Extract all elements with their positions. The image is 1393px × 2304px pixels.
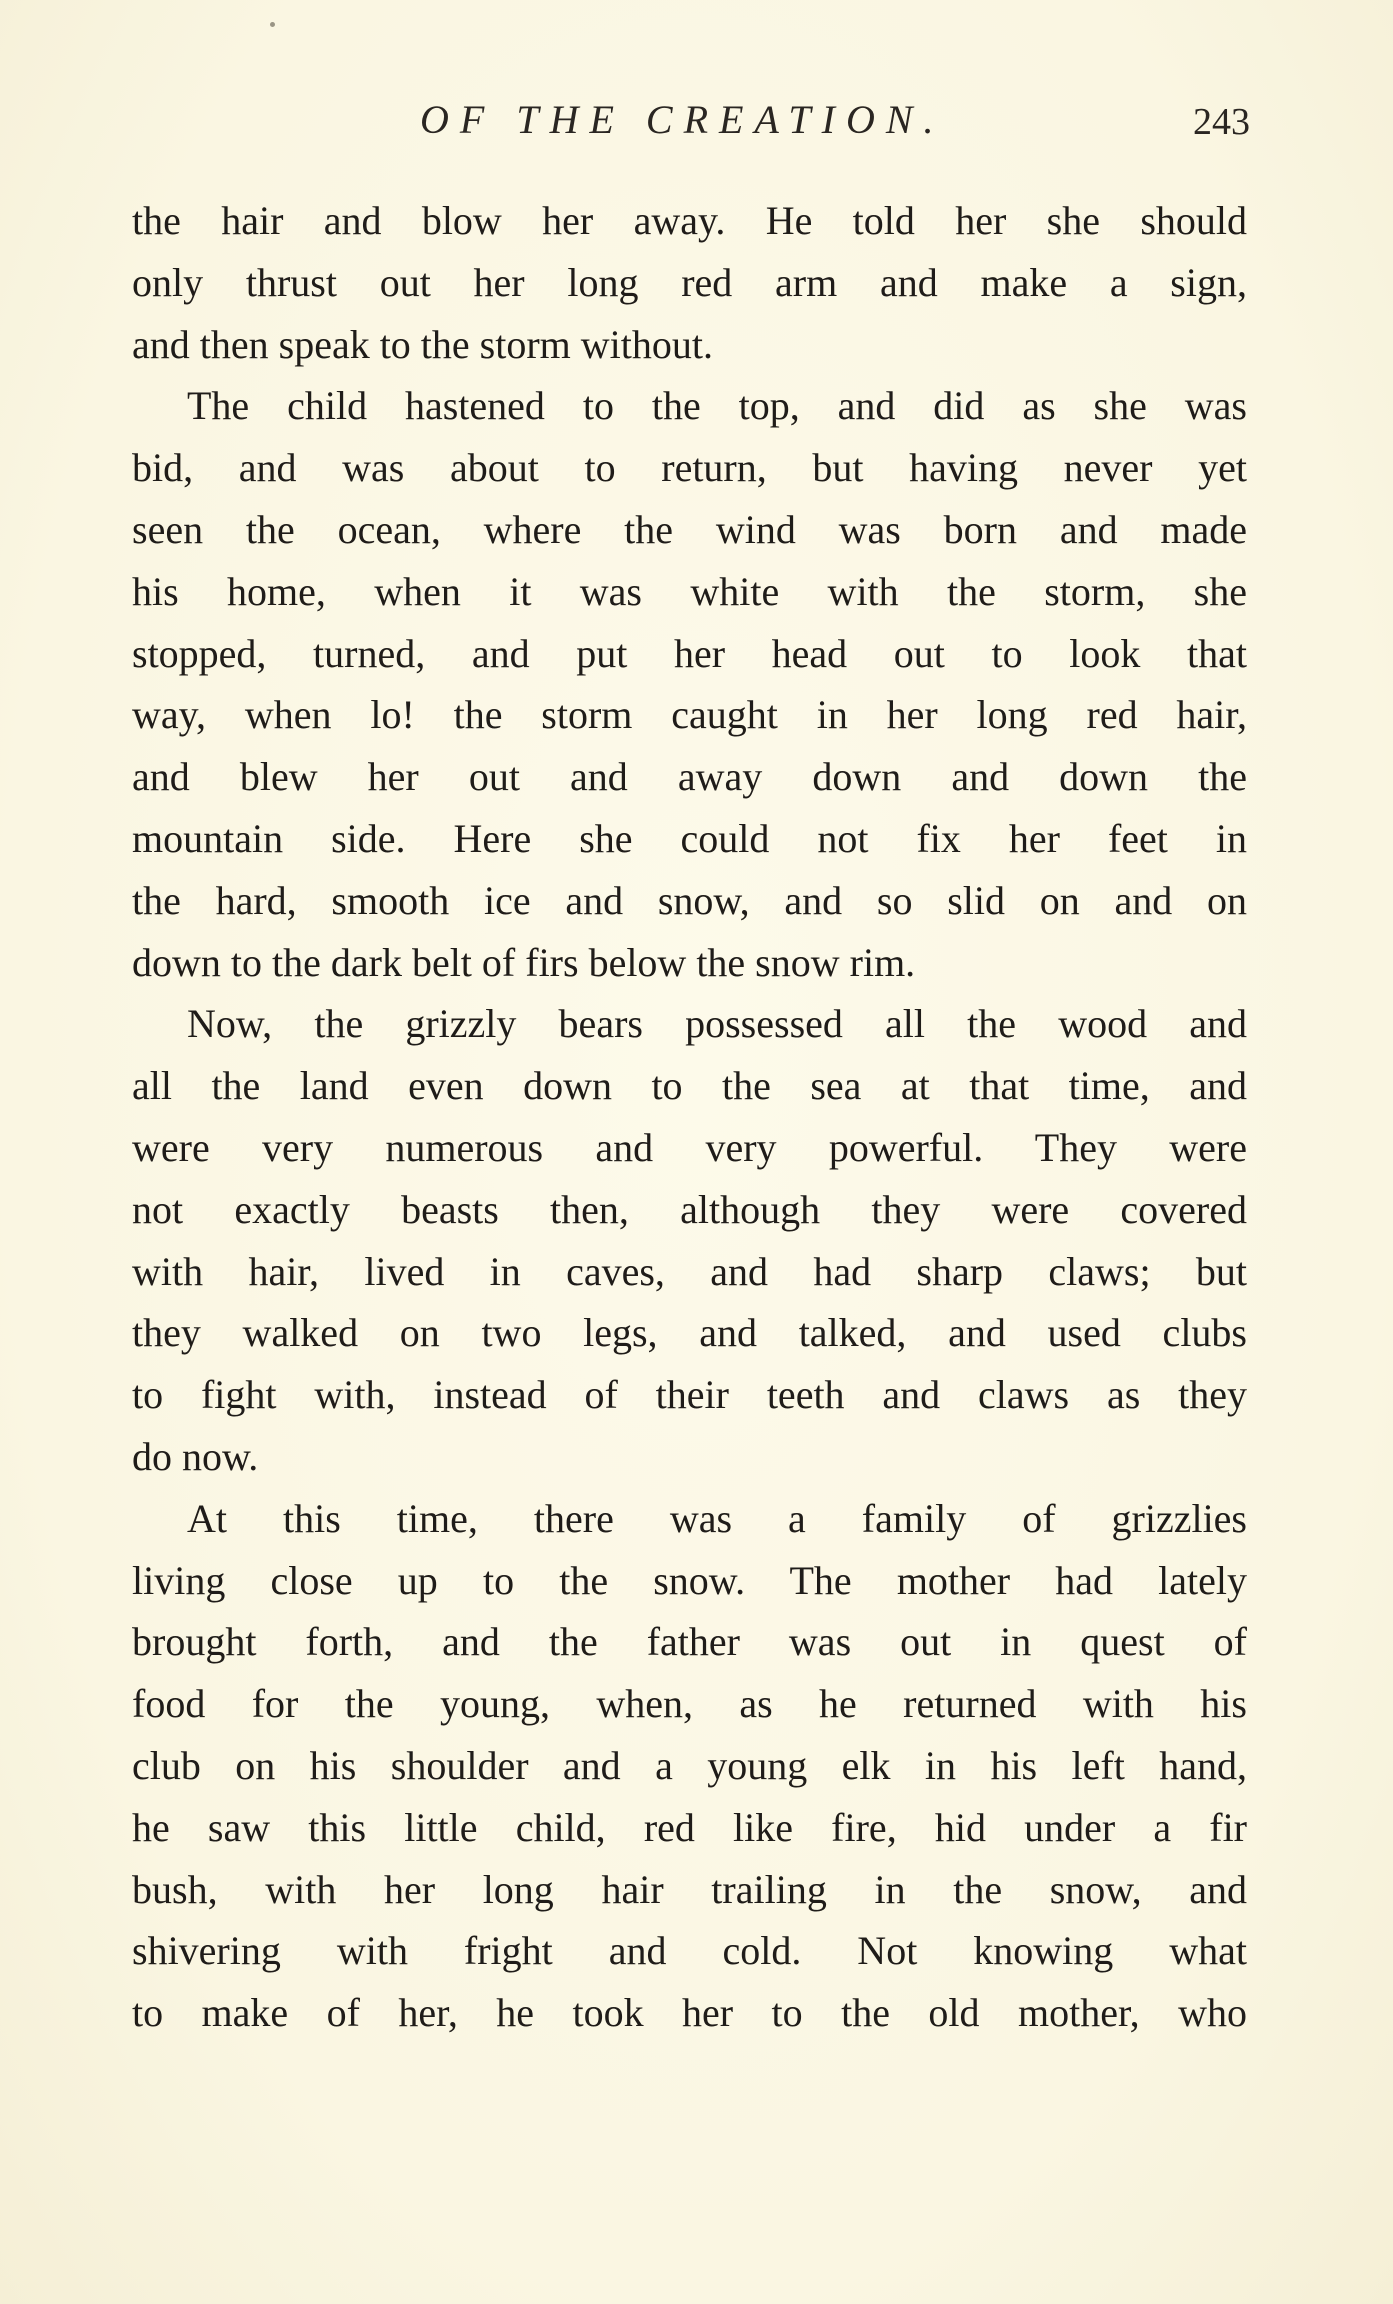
paragraph (132, 1488, 1247, 2044)
text-line: shivering with fright and cold. Not knowing what (132, 1928, 1247, 1974)
text-line: stopped, turned, and put her head out to look that (132, 630, 1247, 676)
text-line: club on his shoulder and a young elk in his left hand, (132, 1742, 1247, 1788)
text-line: all the land even down to the sea at that time, and (132, 1063, 1247, 1109)
text-line: do now. (132, 1433, 259, 1479)
text-line: way, when lo! the storm caught in her long red hair, (132, 692, 1247, 738)
text-line: Now, the grizzly bears possessed all the wood and (187, 1001, 1247, 1047)
page-number: 243 (1193, 101, 1250, 143)
text-line: not exactly beasts then, although they were covered (132, 1186, 1247, 1232)
text-line: The child hastened to the top, and did as she was (187, 383, 1247, 429)
text-line: were very numerous and very powerful. They were (132, 1124, 1247, 1170)
text-line: and then speak to the storm without. (132, 321, 714, 367)
text-line: bid, and was about to return, but having never yet (132, 445, 1247, 491)
paragraph (132, 190, 1247, 375)
text-line: only thrust out her long red arm and make a sign, (132, 259, 1247, 305)
text-line: the hair and blow her away. He told her she should (132, 198, 1247, 243)
text-line: brought forth, and the father was out in quest of (132, 1619, 1247, 1665)
text-line: down to the dark belt of firs below the snow rim. (132, 939, 916, 985)
text-line: to fight with, instead of their teeth and claws as they (132, 1372, 1247, 1418)
text-line: they walked on two legs, and talked, and used clubs (132, 1310, 1247, 1356)
text-line: he saw this little child, red like fire, hid under a fir (132, 1804, 1247, 1850)
text-line: bush, with her long hair trailing in the snow, and (132, 1866, 1247, 1912)
text-line: mountain side. Here she could not fix her feet in (132, 815, 1247, 861)
paragraph (132, 375, 1247, 993)
text-line: to make of her, he took her to the old mother, who (132, 1990, 1247, 2036)
body-text (132, 190, 1247, 2044)
text-line: food for the young, when, as he returned with his (132, 1681, 1247, 1727)
running-head: OF THE CREATION. (420, 97, 945, 142)
ink-speck (270, 22, 275, 27)
text-line: At this time, there was a family of grizzlies (187, 1495, 1247, 1541)
text-line: seen the ocean, where the wind was born and made (132, 506, 1247, 552)
text-line: his home, when it was white with the storm, she (132, 568, 1247, 614)
text-line: the hard, smooth ice and snow, and so slid on and on (132, 877, 1247, 923)
text-line: with hair, lived in caves, and had sharp claws; but (132, 1248, 1247, 1294)
paragraph (132, 993, 1247, 1487)
text-line: and blew her out and away down and down the (132, 754, 1247, 800)
text-line: living close up to the snow. The mother had lately (132, 1557, 1247, 1603)
